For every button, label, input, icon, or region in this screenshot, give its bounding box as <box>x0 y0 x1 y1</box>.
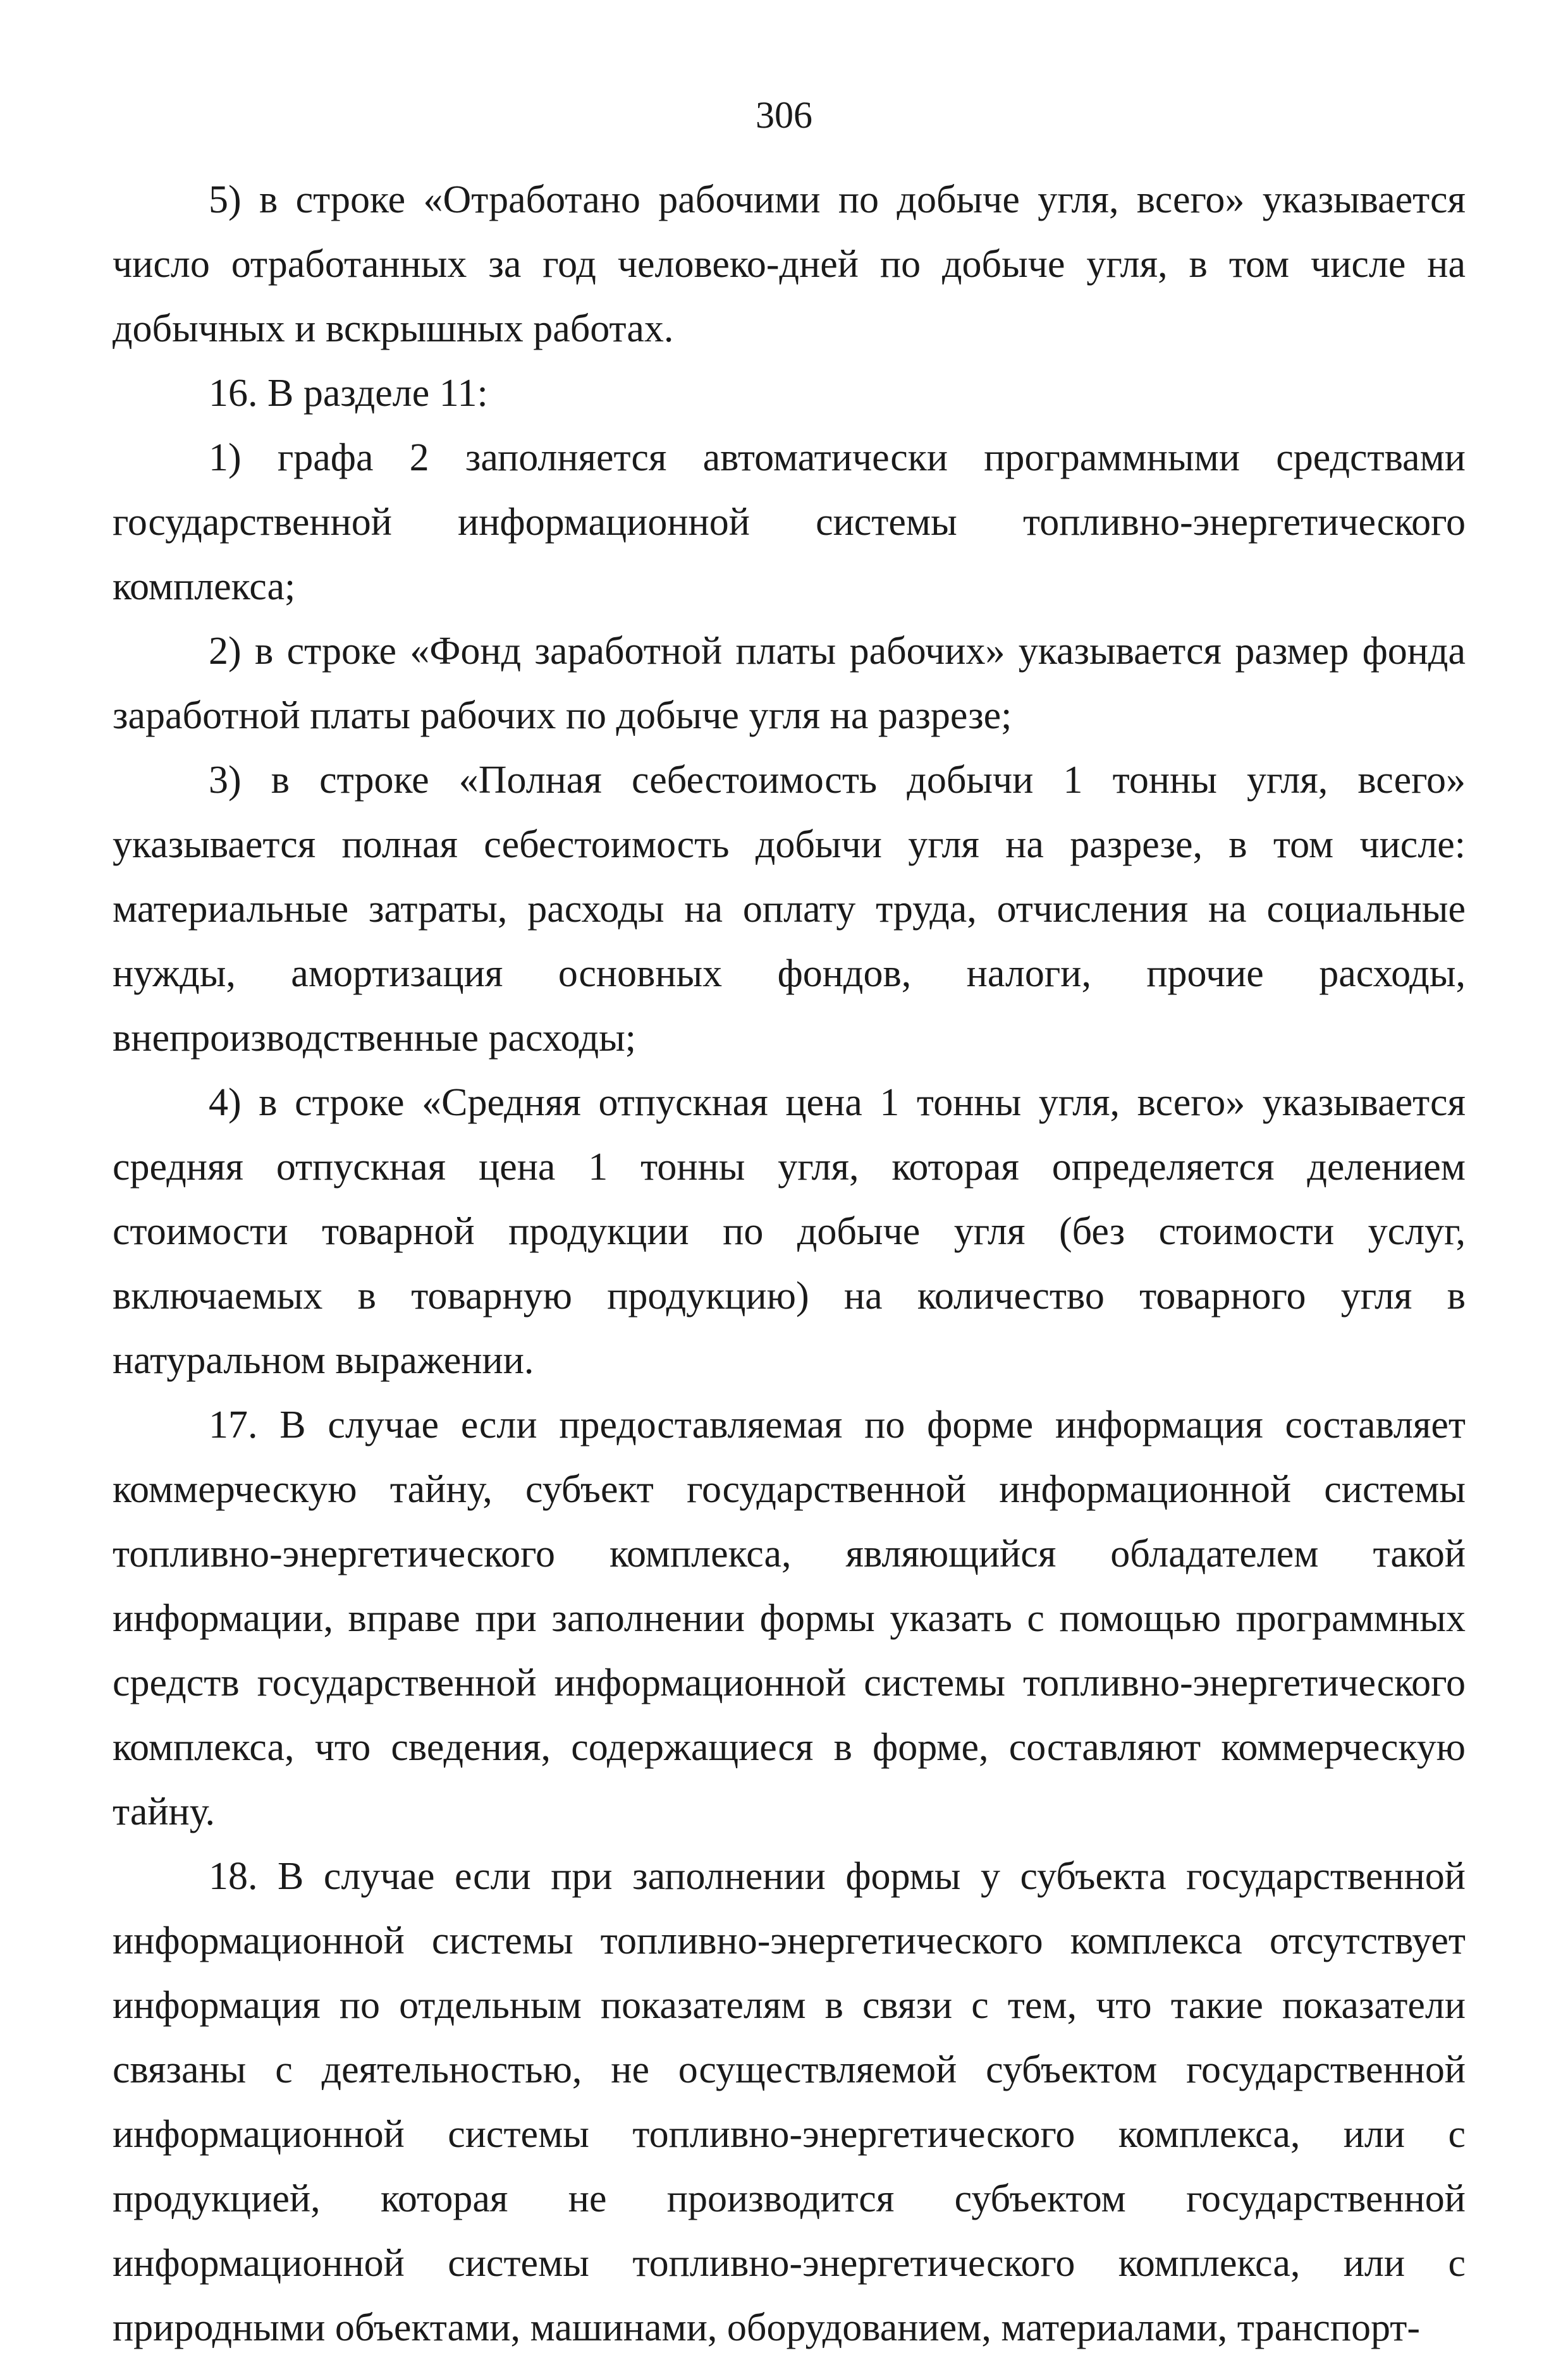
paragraph-item-5: 5) в строке «Отработано рабочими по добыче угля, всего» указывается число отработанных за год человеко-дней по добыче угля, в том числе на добычных и вскрышных работах. <box>113 178 1466 350</box>
page-number: 306 <box>756 94 812 136</box>
paragraph-item-2: 2) в строке «Фонд заработной платы рабочих» указывается размер фонда заработной платы рабочих по добыче угля на разрезе; <box>113 630 1466 737</box>
paragraph-17: 17. В случае если предоставляемая по форме информация составляет коммерческую тайну, субъект государственной информационной системы топливно-энергетического комплекса, являющийся обладателем такой информации, вправе при заполнении формы указать с помощью программных средств государственной информационной системы топливно-энергетического комплекса, что сведения, содержащиеся в форме, составляют коммерческую тайну. <box>113 1403 1466 1833</box>
paragraph-item-4: 4) в строке «Средняя отпускная цена 1 тонны угля, всего» указывается средняя отпускная цена 1 тонны угля, которая определяется делением стоимости товарной продукции по добыче угля (без стоимости услуг, включаемых в товарную продукцию) на количество товарного угля в натуральном выражении. <box>113 1081 1466 1382</box>
paragraph-18: 18. В случае если при заполнении формы у субъекта государственной информационной системы топливно-энергетического комплекса отсутствует информация по отдельным показателям в связи с тем, что такие показатели связаны с деятельностью, не осуществляемой субъектом государственной информационной системы топливно-энергетического комплекса, или с продукцией, которая не производится субъектом государственной информационной системы топливно-энергетического комплекса, или с природными объектами, машинами, оборудованием, материалами, транспорт- <box>113 1855 1466 2349</box>
paragraph-item-3: 3) в строке «Полная себестоимость добычи 1 тонны угля, всего» указывается полная себестоимость добычи угля на разрезе, в том числе: материальные затраты, расходы на оплату труда, отчисления на социальные нужды, амортизация основных фондов, налоги, прочие расходы, внепроизводственные расходы; <box>113 759 1466 1060</box>
document-body <box>113 168 1466 2360</box>
section-16-heading: 16. В разделе 11: <box>209 372 488 415</box>
paragraph-item-1: 1) графа 2 заполняется автоматически программными средствами государственной информационной системы топливно-энергетического комплекса; <box>113 436 1466 608</box>
